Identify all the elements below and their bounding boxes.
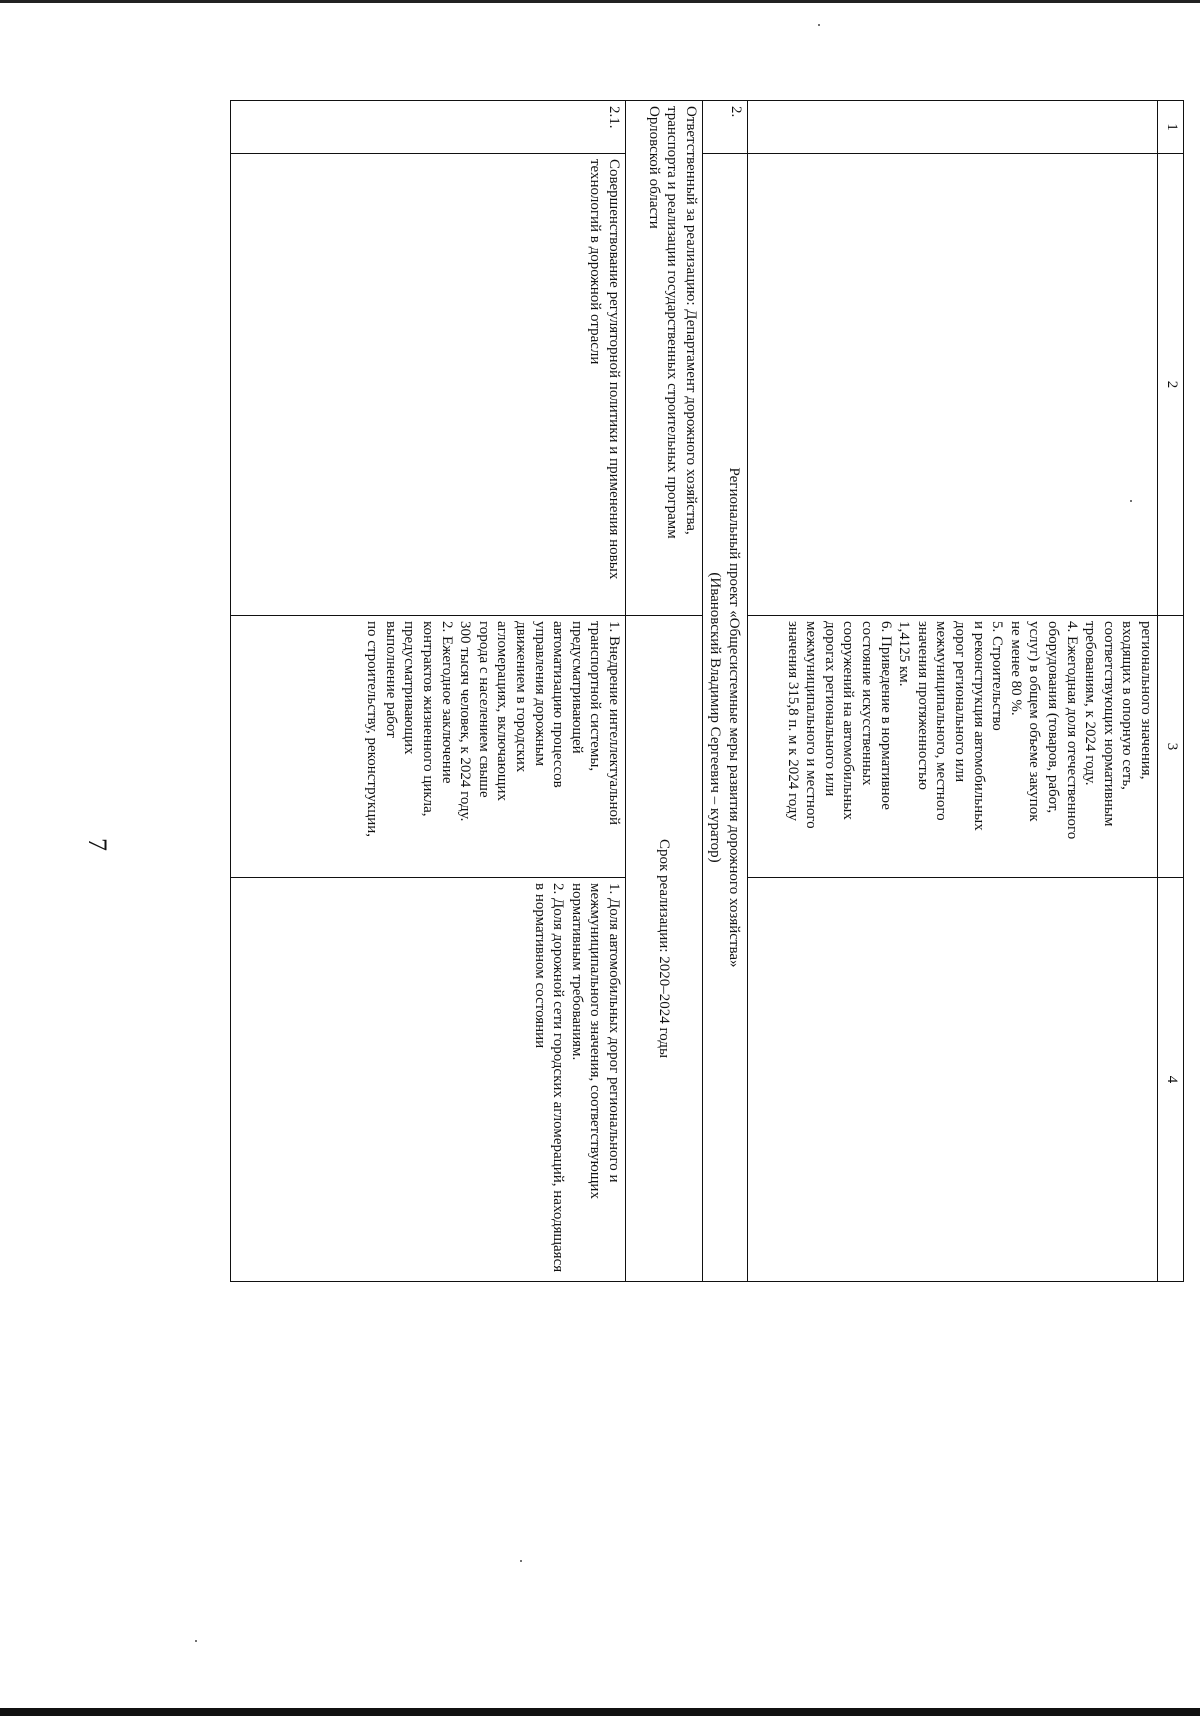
continuation-col-2 bbox=[748, 154, 1158, 616]
rotated-table-wrapper bbox=[180, 100, 1184, 1281]
responsible-row bbox=[626, 101, 703, 1282]
continuation-results-text: регионального значения, входящих в опорную сеть, соответствующих нормативным требованиям, к 2024 году. 4. Ежегодная доля отечественного оборудования (товаров, работ, услуг) в общем объеме закупок не менее 80 %. 5. Строительство и реконструкция автомобильных дорог регионального или межмуниципального, местного значения протяженностью 1,4125 км. 6. Приведение в нормативное состояние искусственных сооружений на автомобильных дорогах регионального или межмуниципального и местного значения 315,8 п. м к 2024 году bbox=[748, 616, 1158, 878]
header-row bbox=[1158, 101, 1184, 1282]
row-2-1 bbox=[231, 101, 626, 1282]
header-col-3: 3 bbox=[1158, 616, 1184, 878]
project-row bbox=[703, 101, 748, 1282]
project-title-line-2: (Ивановский Владимир Сергеевич – куратор) bbox=[707, 572, 724, 863]
row-2-1-task: Совершенствование регуляторной политики и применения новых технологий в дорожной отрасли bbox=[231, 154, 626, 616]
scan-speck bbox=[520, 1560, 522, 1562]
scan-speck bbox=[1130, 500, 1132, 502]
row-2-1-number: 2.1. bbox=[231, 101, 626, 154]
row-2-1-results: 1. Внедрение интеллектуальной транспортной системы, предусматривающей автоматизацию процессов управления дорожным движением в городских агломерациях, включающих города с населением свыше 300 тысяч человек, к 2024 году. 2. Ежегодное заключение контрактов жизненного цикла, предусматривающих выполнение работ по строительству, реконструкции, bbox=[231, 616, 626, 878]
row-2-1-indicators: 1. Доля автомобильных дорог регионального и межмуниципального значения, соответствующих нормативным требованиям. 2. Доля дорожной сети городских агломераций, находящаяся в нормативном состоянии bbox=[231, 878, 626, 1282]
scan-speck bbox=[195, 1640, 197, 1642]
continuation-col-4 bbox=[748, 878, 1158, 1282]
scan-edge-bottom bbox=[0, 1708, 1200, 1716]
implementation-term: Срок реализации: 2020–2024 годы bbox=[626, 616, 703, 1282]
responsible-text: Ответственный за реализацию: Департамент дорожного хозяйства, транспорта и реализации государственных строительных программ Орловской области bbox=[626, 101, 703, 616]
project-number: 2. bbox=[703, 101, 748, 154]
continuation-col-1 bbox=[748, 101, 1158, 154]
header-col-1: 1 bbox=[1158, 101, 1184, 154]
continuation-row bbox=[748, 101, 1158, 1282]
project-title-line-1: Региональный проект «Общесистемные меры развития дорожного хозяйства» bbox=[726, 467, 742, 968]
scan-edge-top bbox=[0, 0, 1200, 3]
header-col-2: 2 bbox=[1158, 154, 1184, 616]
page-number: 7 bbox=[83, 838, 112, 851]
header-col-4: 4 bbox=[1158, 878, 1184, 1282]
scan-speck bbox=[818, 24, 820, 26]
document-table bbox=[230, 100, 1184, 1282]
project-title bbox=[703, 154, 748, 1282]
